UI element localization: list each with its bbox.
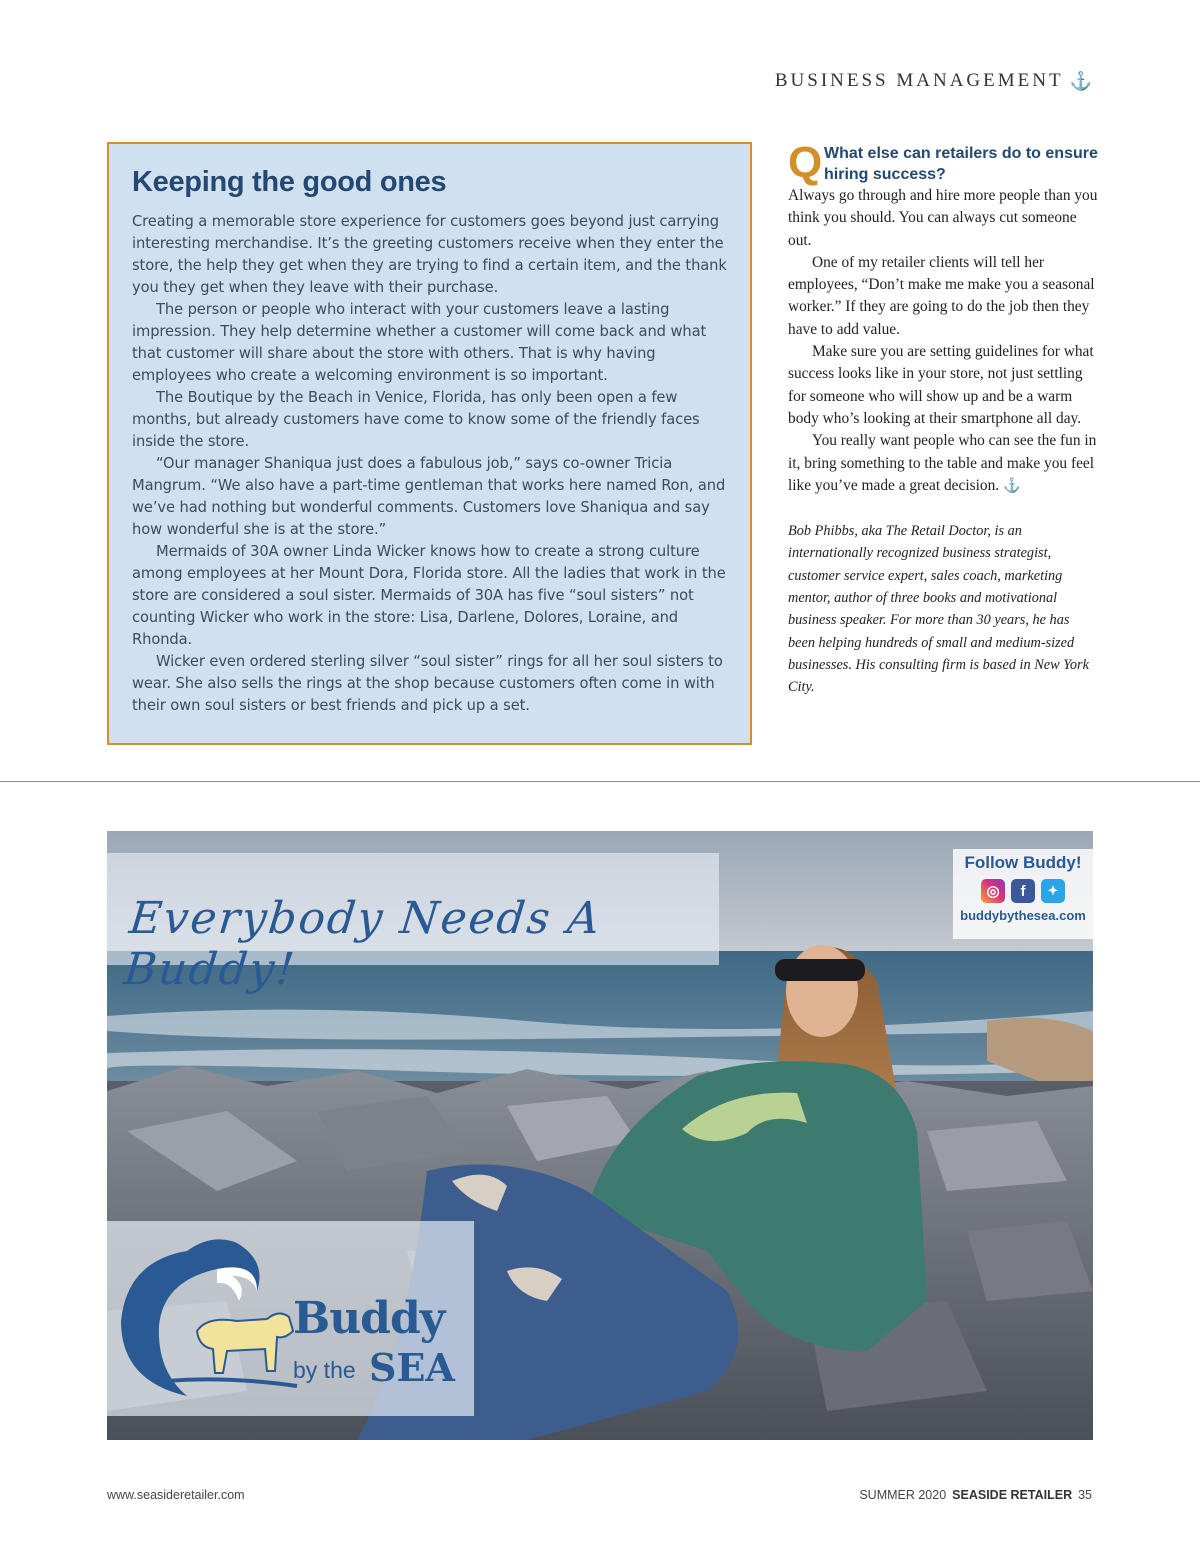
author-bio: Bob Phibbs, aka The Retail Doctor, is an internationally recognized business strategist, customer service expert, sales coach, marketing mentor, author of three books and motivational business speaker. For more than 30 years, he has been helping hundreds of small and medium-sized businesses. His consulting firm is based in New York City. bbox=[788, 523, 1089, 696]
page-number: 35 bbox=[1078, 1488, 1092, 1502]
end-anchor-icon: ⚓ bbox=[1002, 478, 1021, 494]
answer-paragraph bbox=[788, 430, 1098, 498]
website-link[interactable]: buddybythesea.com bbox=[960, 908, 1086, 923]
section-header bbox=[775, 70, 1092, 92]
twitter-icon[interactable]: ✦ bbox=[1041, 879, 1065, 903]
answer-paragraph: One of my retailer clients will tell her employees, “Don’t make me make you a seasonal worker.” If they are going to do the job then they have to add value. bbox=[788, 253, 1095, 338]
ad-headline: Everybody Needs A Buddy! bbox=[121, 893, 605, 995]
logo-by-the: by the bbox=[293, 1357, 356, 1383]
footer-issue-info bbox=[859, 1488, 1092, 1502]
answer-paragraph: Make sure you are setting guidelines for what success looks like in your store, not just settling for someone who will show up and be a warm body who’s looking at their smartphone all day. bbox=[788, 343, 1094, 427]
sidebar-paragraph: Mermaids of 30A owner Linda Wicker knows how to create a strong culture among employees at her Mount Dora, Florida store. All the ladies that work in the store are considered a soul sister. Mermaids of 30A has five “soul sisters” not counting Wicker who work in the store: Lisa, Darlene, Dolores, Loraine, and Rhonda. bbox=[132, 543, 726, 648]
question-drop-cap: Q bbox=[788, 138, 823, 187]
buddy-advertisement[interactable] bbox=[107, 831, 1093, 1440]
divider bbox=[0, 781, 1200, 782]
sidebar-paragraph: “Our manager Shaniqua just does a fabulous job,” says co-owner Tricia Mangrum. “We also have a part-time gentleman that works here named Ron, and we’ve had nothing but wonderful comments. Customers love Shaniqua and say how wonderful she is at the store.” bbox=[132, 455, 726, 538]
follow-title: Follow Buddy! bbox=[964, 853, 1082, 872]
instagram-icon[interactable]: ◎ bbox=[981, 879, 1005, 903]
social-icons bbox=[953, 879, 1093, 903]
logo-buddy: Buddy bbox=[293, 1293, 445, 1344]
footer-issue: SUMMER 2020 bbox=[859, 1488, 947, 1502]
buddy-logo bbox=[107, 1221, 474, 1416]
footer-website: www.seasideretailer.com bbox=[107, 1488, 245, 1502]
sidebar-paragraph: The Boutique by the Beach in Venice, Florida, has only been open a few months, but already customers have come to know some of the friendly faces inside the store. bbox=[132, 389, 700, 450]
anchor-icon: ⚓ bbox=[1069, 70, 1092, 91]
sidebar-paragraph: Wicker even ordered sterling silver “soul sister” rings for all her soul sisters to wear. She also sells the rings at the shop because customers often come in with their own soul sisters or best friends and pick up a set. bbox=[132, 653, 723, 714]
footer-magazine: SEASIDE RETAILER bbox=[952, 1488, 1073, 1502]
logo-sea: SEA bbox=[369, 1345, 455, 1390]
answer-paragraph-text: You really want people who can see the fun in it, bring something to the table and make you feel like you’ve made a great decision. bbox=[788, 432, 1097, 494]
sidebar-text bbox=[132, 211, 728, 717]
sidebar-box bbox=[107, 142, 752, 745]
sidebar-title: Keeping the good ones bbox=[132, 166, 447, 198]
question-heading bbox=[788, 138, 1098, 187]
headline-panel bbox=[107, 853, 719, 995]
qa-column bbox=[788, 138, 1098, 699]
sidebar-paragraph: Creating a memorable store experience for customers goes beyond just carrying interesting merchandise. It’s the greeting customers receive when they enter the store, the help they get when they are trying to find a certain item, and the thank you they get when they leave with their purchase. bbox=[132, 213, 727, 296]
question-text: What else can retailers do to ensure hiring success? bbox=[824, 145, 1098, 183]
sidebar-paragraph: The person or people who interact with your customers leave a lasting impression. They help determine whether a customer will come back and what that customer will share about the store with others. That is why having employees who create a welcoming environment is so important. bbox=[132, 301, 707, 384]
follow-panel bbox=[953, 849, 1093, 939]
facebook-icon[interactable]: f bbox=[1011, 879, 1035, 903]
section-title: BUSINESS MANAGEMENT bbox=[774, 70, 1064, 91]
answer-text bbox=[788, 185, 1098, 498]
answer-paragraph: Always go through and hire more people than you think you should. You can always cut someone out. bbox=[788, 187, 1098, 249]
